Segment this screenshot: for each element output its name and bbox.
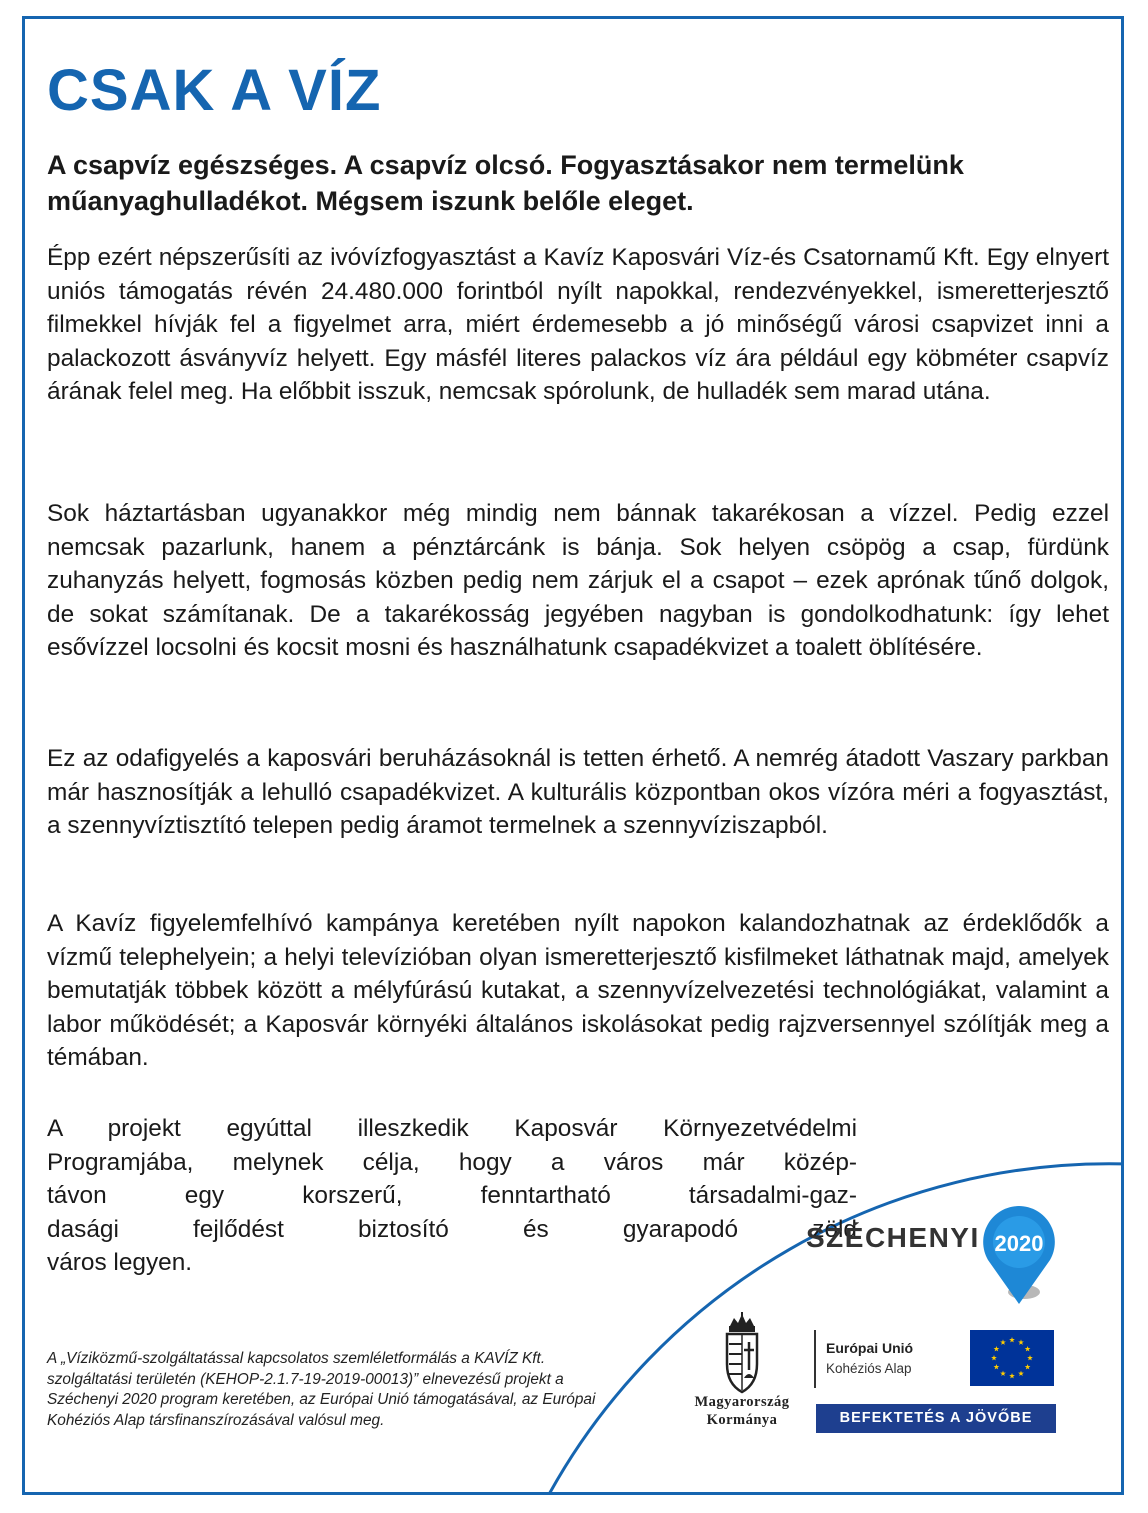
government-name-line1: Magyarország <box>694 1394 790 1410</box>
location-pin-icon <box>974 1200 1064 1310</box>
eu-flag-icon <box>970 1330 1054 1386</box>
body-paragraph-4: A Kavíz figyelemfelhívó kampánya keretében nyílt napokon kalandozhatnak az érdeklődők a vízmű telephelyein; a helyi televízióban olyan ismeretterjesztő kisfilmeket láthatnak majd, amelyek bemutatják többek között a mélyfúrású kutakat, a szennyvízelvezetési technológiákat, valamint a labor működését; a Kaposvár környéki általános iskolásokat pedig rajzversennyel szólítják meg a témában. <box>47 910 1109 1071</box>
government-logo <box>672 1312 812 1442</box>
lead-paragraph: A csapvíz egészséges. A csapvíz olcsó. Fogyasztásakor nem termelünk műanyaghulladékot. Mégsem iszunk belőle eleget. <box>47 150 964 216</box>
eu-fund-name: Kohéziós Alap <box>826 1361 912 1376</box>
body-paragraph-3: Ez az odafigyelés a kaposvári beruházásoknál is tetten érhető. A nemrég átadott Vaszary parkban már hasznosítják a lehulló csapadékvizet. A kulturális központban okos vízóra méri a fogyasztást, a szennyvíztisztító telepen pedig áramot termelnek a szennyvíziszapból. <box>47 745 1109 839</box>
invest-in-future-banner: BEFEKTETÉS A JÖVŐBE <box>816 1404 1056 1433</box>
page-title: CSAK A VÍZ <box>47 58 382 123</box>
funding-footnote: A „Víziközmű-szolgáltatással kapcsolatos szemléletformálás a KAVÍZ Kft. szolgáltatási területén (KEHOP-2.1.7-19-2019-00013)” elnevezésű projekt a Széchenyi 2020 program keretében, az Európai Unió támogatásával, az Európai Kohéziós Alap társfinanszírozásával valósul meg. <box>47 1350 596 1429</box>
coat-of-arms-icon <box>672 1312 812 1394</box>
body-paragraph-2: Sok háztartásban ugyanakkor még mindig nem bánnak takarékosan a vízzel. Pedig ezzel nemcsak pazarlunk, hanem a pénztárcánk is bánja. Sok helyen csöpög a csap, fürdünk zuhanyzás helyett, fogmosás közben pedig nem zárjuk el a csapot – ezek aprónak tűnő dolgok, de sokat számítanak. De a takarékosság jegyében nagyban is gondolkodhatunk: így lehet esővízzel locsolni és kocsit mosni és használhatunk csapadékvizet a toalett öblítésére. <box>47 500 1109 661</box>
eu-separator <box>814 1330 816 1388</box>
szechenyi-year: 2020 <box>994 1231 1044 1256</box>
body-paragraph-1: Épp ezért népszerűsíti az ivóvízfogyasztást a Kavíz Kaposvári Víz-és Csatornamű Kft. Egy elnyert uniós támogatás révén 24.480.000 forintból nyílt napokkal, rendezvényekkel, ismeretterjesztő filmekkel hívják fel a figyelmet arra, miért érdemesebb a jó minőségű városi csapvizet inni a palackozott ásványvíz helyett. Egy másfél literes palackos víz ára például egy köbméter csapvíz árának felel meg. Ha előbbit isszuk, nemcsak spórolunk, de hulladék sem marad utána. <box>47 244 1109 405</box>
paragraph-line: dasági fejlődést biztosító és gyarapodó zöld <box>47 1215 857 1243</box>
paragraph-line: távon egy korszerű, fenntartható társadalmi-gaz- <box>47 1182 857 1209</box>
szechenyi-2020-logo <box>806 1200 1066 1310</box>
paragraph-line: Programjába, melynek célja, hogy a város már közép- <box>47 1148 857 1176</box>
body-paragraph-5 <box>47 1112 857 1280</box>
szechenyi-text: SZÉCHENYI <box>806 1222 980 1253</box>
paragraph-line: város legyen. <box>47 1249 193 1276</box>
eu-name: Európai Unió <box>826 1340 914 1356</box>
paragraph-line: A projekt egyúttal illeszkedik Kaposvár Környezetvédelmi <box>47 1115 857 1142</box>
government-name-line2: Kormánya <box>706 1412 778 1428</box>
